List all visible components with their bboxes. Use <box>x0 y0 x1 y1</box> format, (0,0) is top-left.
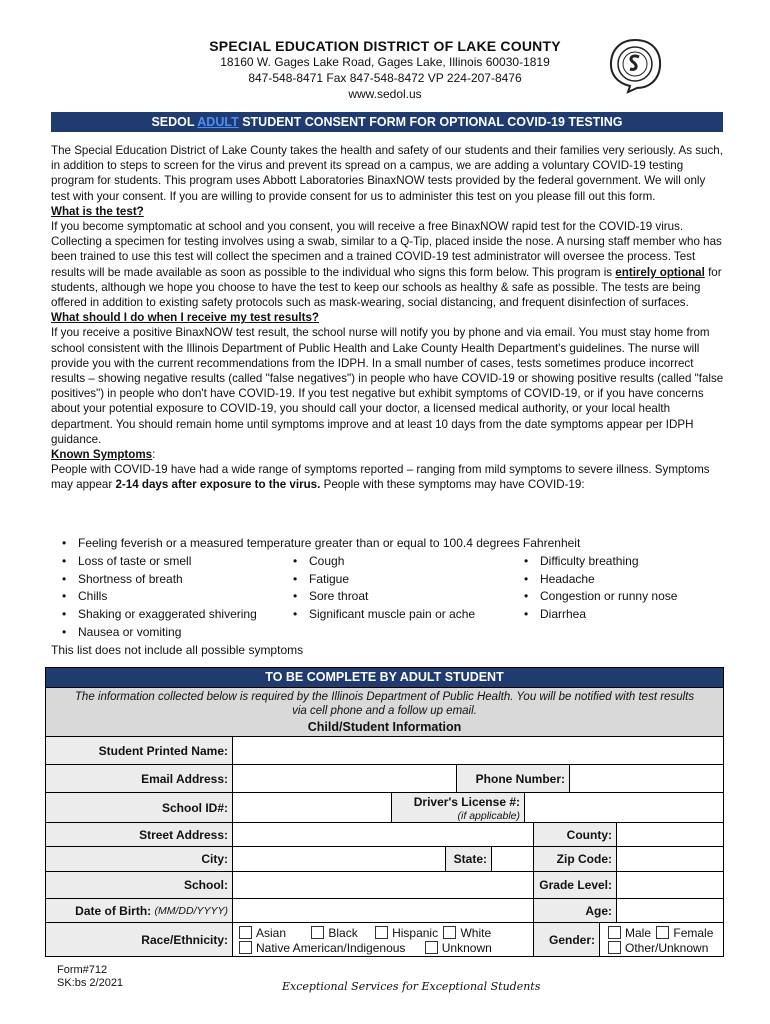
list-item: • Congestion or runny nose <box>520 588 677 606</box>
form-number: Form#712 <box>57 964 108 976</box>
state-field[interactable] <box>492 847 534 871</box>
gender-option-label: Female <box>673 926 714 940</box>
symptoms-heading: Known Symptoms <box>51 448 153 462</box>
school-field[interactable] <box>233 872 534 898</box>
email-field[interactable] <box>233 765 457 792</box>
county-field[interactable] <box>617 823 723 846</box>
dob-label <box>46 899 233 922</box>
list-item: • Cough <box>289 553 475 571</box>
results-heading: What should I do when I receive my test results? <box>51 311 320 325</box>
results-paragraph: If you receive a positive BinaxNOW test result, the school nurse will notify you by phone and via email. You must stay home from school consistent with the Illinois Department of Public Health and Lake County Health Department's guidelines. The nurse will provide you with the current recommendations from the IDPH. In a small number of cases, tests sometimes produce incorrect results – showing negative results (called "false negatives") in people who have COVID-19 or showing positive results (called "false positives") in people who don't have COVID-19. If you test negative but exhibit symptoms of COVID-19, or if you have concerns about your potential exposure to COVID-19, you should call your doctor, a licensed medical authority, or your local health department. You should remain home until symptoms improve and at least 10 days from the date symptoms appear per IDPH guidance. <box>51 326 724 446</box>
age-label: Age: <box>534 899 617 922</box>
list-item: • Loss of taste or smell <box>58 553 257 571</box>
symptoms-text-1: People with COVID-19 have had a wide range of symptoms reported – ranging from mild symptoms to severe illness. Symptoms may appear <box>51 463 710 492</box>
form-footer <box>57 964 123 990</box>
row-school <box>45 872 724 899</box>
race-option-hispanic[interactable] <box>375 926 438 940</box>
checkbox[interactable] <box>443 926 456 939</box>
list-item: • Headache <box>520 571 677 589</box>
street-label: Street Address: <box>46 823 233 846</box>
revision-code: SK:bs 2/2021 <box>57 977 124 989</box>
what-is-test-heading: What is the test? <box>51 204 144 218</box>
list-item: • Diarrhea <box>520 606 677 624</box>
form-title-banner <box>51 112 723 132</box>
optional-emphasis: entirely optional <box>615 265 705 279</box>
dob-label-text: Date of Birth: <box>75 903 152 918</box>
phone-field[interactable] <box>570 765 723 792</box>
form-section-title: Child/Student Information <box>45 719 724 737</box>
school-id-label: School ID#: <box>46 793 233 822</box>
student-info-form <box>45 667 724 957</box>
student-name-field[interactable] <box>233 737 723 764</box>
list-item: • Significant muscle pain or ache <box>289 606 475 624</box>
list-item: • Shortness of breath <box>58 571 257 589</box>
banner-post: STUDENT CONSENT FORM FOR OPTIONAL COVID-19 TESTING <box>238 115 623 129</box>
banner-pre: SEDOL <box>151 115 198 129</box>
race-option-label: Unknown <box>441 941 492 955</box>
grade-label: Grade Level: <box>534 872 617 898</box>
checkbox[interactable] <box>608 941 621 954</box>
row-email <box>45 765 724 793</box>
school-id-field[interactable] <box>233 793 392 822</box>
license-label <box>392 793 525 822</box>
what-is-test-paragraph <box>51 219 726 310</box>
race-option-label: Black <box>328 926 358 940</box>
list-item: • Feeling feverish or a measured temperature greater than or equal to 100.4 degrees Fahrenheit <box>58 535 698 553</box>
race-option-label: Hispanic <box>392 926 439 940</box>
school-label: School: <box>46 872 233 898</box>
license-label-text: Driver's License #: <box>413 795 520 809</box>
gender-options <box>600 923 723 956</box>
tagline: Exceptional Services for Exceptional Students <box>282 980 541 993</box>
race-option-unknown[interactable] <box>425 941 492 955</box>
gender-label: Gender: <box>534 923 600 956</box>
org-address: 18160 W. Gages Lake Road, Gages Lake, Illinois 60030-1819 <box>220 55 550 69</box>
checkbox[interactable] <box>375 926 388 939</box>
state-label: State: <box>446 847 492 871</box>
gender-option-female[interactable] <box>656 926 713 940</box>
city-label: City: <box>46 847 233 871</box>
symptoms-column-2 <box>289 553 475 624</box>
list-item: • Fatigue <box>289 571 475 589</box>
age-field[interactable] <box>617 899 723 922</box>
license-sub: (if applicable) <box>457 810 520 822</box>
checkbox[interactable] <box>239 926 252 939</box>
what-is-test-text-1: If you become symptomatic at school and you consent, you will receive a free BinaxNOW rapid test for the COVID-19 virus. Collecting a specimen for testing involves using a swab, similar to a Q-Tip, placed inside the nose. A nursing staff member who has been trained to use this test will collect the specimen and a trained COVID-19 test administrator will oversee the process. Test results will be made available as soon as possible to the individual who signs this form below. This program is <box>51 220 722 279</box>
zip-field[interactable] <box>617 847 723 871</box>
license-field[interactable] <box>525 793 723 822</box>
race-label: Race/Ethnicity: <box>46 923 233 956</box>
race-option-label: Native American/Indigenous <box>256 941 406 955</box>
row-student-name <box>45 737 724 765</box>
zip-label: Zip Code: <box>534 847 617 871</box>
checkbox[interactable] <box>608 926 621 939</box>
org-phones: 847-548-8471 Fax 847-548-8472 VP 224-207-8476 <box>248 71 522 85</box>
race-option-native[interactable] <box>239 941 405 955</box>
consent-body: The Special Education District of Lake County takes the health and safety of our students and their families very seriously. As such, in addition to steps to screen for the virus and prevent its spread on a campus, we are adding a voluntary COVID-19 testing program for students. This program uses Abbott Laboratories BinaxNOW tests provided by the federal government. We will only test with your consent. If you are willing to provide consent for us to administer this test on you please fill out this form. What is the test? If you become symptomatic at school and you consent, you will receive a free BinaxNOW rapid test for the COVID-19 virus. Collecting a specimen for testing involves using a swab, similar to a Q-Tip, placed inside the nose. A nursing staff member who has been trained to use this test will collect the specimen and a trained COVID-19 test administrator will oversee the process. Test results will be made available as soon as possible to the individual who signs this form below. This program is entirely optional for students, although we hope you choose to have the test to keep our schools as healthy & safe as possible. The tests are being offered in addition to existing safety protocols such as mask-wearing, social distancing, and frequent disinfection of surfaces. What should I do when I receive my test results? If you receive a positive BinaxNOW test result, the school nurse will notify you by phone and via email. You must stay home from school consistent with the Illinois Department of Public Health and Lake County Health Department's guidelines. The nurse will provide you with the current recommendations from the IDPH. In a small number of cases, tests sometimes produce incorrect results – showing negative results (called "false negatives") in people who have COVID-19 or showing positive results (called "false positives") in people who don't have COVID-19. If you test negative but exhibit symptoms of COVID-19, or if you have concerns about your potential exposure to COVID-19, you should call your doctor, a licensed medical authority, or your local health department. You should remain home until symptoms improve and at least 10 days from the date symptoms appear per IDPH guidance. Known Symptoms: People with COVID-19 have had a wide range of symptoms reported – ranging from mild symptoms to severe illness. Symptoms may appear 2-14 days after exposure to the virus. People with these symptoms may have COVID-19: <box>51 143 726 493</box>
phone-label: Phone Number: <box>457 765 570 792</box>
race-option-asian[interactable] <box>239 926 286 940</box>
race-option-label: Asian <box>256 926 287 940</box>
gender-option-label: Other/Unknown <box>625 941 709 955</box>
row-street <box>45 823 724 847</box>
what-is-test-text-2: for students, although we hope you choose to have the test to keep our schools as healthy & safe as possible. The tests are being offered in addition to existing safety protocols such as mask-wearing, social distancing, and frequent disinfection of surfaces. <box>51 265 722 310</box>
gender-option-other[interactable] <box>608 941 708 955</box>
gender-option-male[interactable] <box>608 926 651 940</box>
symptoms-text-2: People with these symptoms may have COVID-19: <box>320 478 585 492</box>
symptoms-column-1 <box>58 553 257 642</box>
checkbox[interactable] <box>239 941 252 954</box>
org-website: www.sedol.us <box>348 87 422 101</box>
symptoms-emphasis: 2-14 days after exposure to the virus. <box>115 478 321 492</box>
email-label: Email Address: <box>46 765 233 792</box>
list-item: • Nausea or vomiting <box>58 624 257 642</box>
org-name: SPECIAL EDUCATION DISTRICT OF LAKE COUNTY <box>209 38 561 54</box>
intro-paragraph: The Special Education District of Lake County takes the health and safety of our students and their families very seriously. As such, in addition to steps to screen for the virus and prevent its spread on a campus, we are adding a voluntary COVID-19 testing program for students. This program uses Abbott Laboratories BinaxNOW tests provided by the federal government. We will only test with your consent. If you are willing to provide consent for us to administer this test on you please fill out this form. <box>51 144 723 203</box>
city-field[interactable] <box>233 847 446 871</box>
row-race-gender <box>45 923 724 957</box>
race-option-white[interactable] <box>443 926 491 940</box>
district-logo-icon <box>606 36 664 94</box>
symptoms-note: This list does not include all possible symptoms <box>51 643 304 657</box>
list-item: • Sore throat <box>289 588 475 606</box>
dob-format: (MM/DD/YYYY) <box>154 904 228 917</box>
form-info: The information collected below is required by the Illinois Department of Public Health. You will be notified with test results via cell phone and a follow up email. <box>45 688 724 719</box>
list-item: • Difficulty breathing <box>520 553 677 571</box>
form-banner: TO BE COMPLETE BY ADULT STUDENT <box>45 667 724 688</box>
banner-adult: ADULT <box>197 115 239 129</box>
street-field[interactable] <box>233 823 534 846</box>
symptoms-paragraph <box>51 462 726 492</box>
gender-option-label: Male <box>625 926 652 940</box>
list-item: • Shaking or exaggerated shivering <box>58 606 257 624</box>
county-label: County: <box>534 823 617 846</box>
student-name-label: Student Printed Name: <box>46 737 233 764</box>
symptoms-column-3 <box>520 553 677 624</box>
race-option-black[interactable] <box>311 926 357 940</box>
checkbox[interactable] <box>311 926 324 939</box>
row-school-id <box>45 793 724 823</box>
row-city <box>45 847 724 872</box>
symptom-fever <box>58 535 698 553</box>
row-dob <box>45 899 724 923</box>
list-item: • Chills <box>58 588 257 606</box>
race-option-label: White <box>460 926 492 940</box>
checkbox[interactable] <box>656 926 669 939</box>
dob-field[interactable] <box>233 899 534 922</box>
grade-field[interactable] <box>617 872 723 898</box>
checkbox[interactable] <box>425 941 438 954</box>
race-options <box>233 923 534 956</box>
